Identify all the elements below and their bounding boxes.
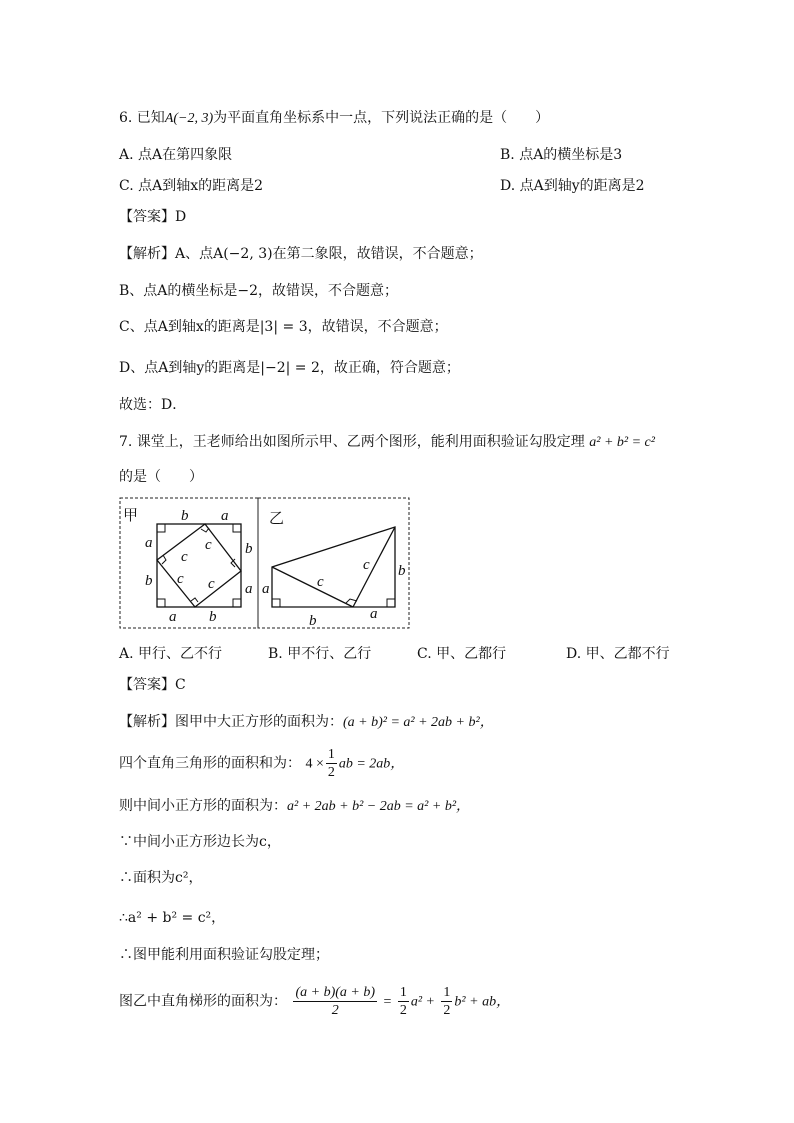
- jia-outer-square: [157, 524, 241, 607]
- q6-analysis-line-4: D、点A到轴y的距离是|−2| = 2，故正确，符合题意；: [119, 360, 460, 376]
- q7-fraction-numerator: 1: [327, 747, 335, 762]
- q6-stem-suffix: 为平面直角坐标系中一点，下列说法正确的是（ ）: [213, 110, 550, 126]
- q7-analysis-line-2: [119, 746, 404, 781]
- yi-bottom-a: a: [370, 606, 378, 622]
- jia-right-angle-marks: [157, 524, 241, 607]
- q7-analysis-text-1: 【解析】图甲中大正方形的面积为：: [119, 714, 343, 730]
- q6-option-a: A. 点A在第四象限: [119, 147, 233, 163]
- jia-inner-c-2: c: [181, 549, 188, 565]
- jia-right-b: b: [245, 541, 253, 557]
- q7-analysis-text-3: 则中间小正方形的面积为：: [119, 798, 287, 814]
- q6-analysis-line-3: C、点A到轴x的距离是|3| = 3，故错误，不合题意；: [119, 319, 448, 335]
- jia-bottom-a: a: [169, 609, 177, 625]
- q7-analysis-line-3: [119, 797, 470, 816]
- q6-option-c: C. 点A到轴x的距离是2: [119, 178, 264, 194]
- q7-half-fraction-2: [441, 984, 452, 1019]
- jia-inner-square: [157, 524, 241, 607]
- q6-analysis-conclusion: 故选：D．: [119, 397, 187, 413]
- jia-right-a: a: [245, 581, 253, 597]
- q7-half-fraction-1: [398, 984, 409, 1019]
- q7-analysis-text-2: 四个直角三角形的面积和为：: [119, 755, 301, 772]
- q7-trapezoid-denominator: 2: [331, 1003, 339, 1018]
- q7-trapezoid-area-fraction: [293, 984, 377, 1019]
- yi-c-1: c: [317, 574, 324, 590]
- jia-top-b: b: [181, 508, 189, 524]
- q6-analysis-line-2: B、点A的横坐标是−2，故错误，不合题意；: [119, 283, 399, 299]
- figure-yi-panel: [258, 498, 409, 629]
- q6-option-b: B. 点A的横坐标是3: [500, 147, 623, 163]
- jia-dashed-border: [120, 498, 258, 628]
- jia-bottom-b: b: [209, 609, 217, 625]
- q7-option-d: D. 甲、乙都不行: [566, 646, 670, 662]
- q7-half-1-numerator: 1: [399, 985, 407, 1000]
- q7-analysis-line-1: [119, 713, 494, 732]
- yi-right-b: b: [398, 563, 406, 579]
- q7-stem-line-1: [119, 433, 655, 452]
- yi-label: 乙: [269, 509, 285, 527]
- q7-answer: 【答案】C: [119, 677, 186, 693]
- yi-bottom-b: b: [309, 613, 317, 629]
- q6-analysis-line-1: 【解析】A、点A(−2, 3)在第二象限，故错误，不合题意；: [119, 246, 483, 262]
- q7-equals-sign: =: [383, 994, 392, 1010]
- q7-analysis-math-2-pre: 4 ×: [305, 756, 324, 772]
- jia-label: 甲: [123, 506, 139, 524]
- q7-analysis-text-8: 图乙中直角梯形的面积为：: [119, 993, 287, 1010]
- yi-left-a: a: [262, 581, 270, 597]
- q7-trapezoid-numerator: (a + b)(a + b): [295, 985, 375, 1000]
- q7-analysis-math-2-post: ab = 2ab，: [338, 756, 405, 772]
- jia-left-b: b: [145, 573, 153, 589]
- q7-term-b-squared: b² + ab，: [454, 994, 511, 1010]
- yi-trapezoid: [272, 527, 395, 607]
- q7-analysis-fraction-half: [326, 746, 337, 781]
- jia-inner-c-1: c: [205, 537, 212, 553]
- q7-option-a: A. 甲行、乙不行: [119, 646, 223, 662]
- q7-option-b: B. 甲不行、乙行: [268, 646, 372, 662]
- q6-answer: 【答案】D: [119, 209, 187, 225]
- q7-half-2-numerator: 1: [443, 985, 451, 1000]
- q7-half-1-denominator: 2: [399, 1003, 407, 1018]
- jia-left-a: a: [145, 535, 153, 551]
- q7-analysis-line-8: [119, 984, 510, 1019]
- q6-stem: [119, 109, 549, 128]
- q7-analysis-math-1: (a + b)² = a² + 2ab + b²，: [343, 715, 494, 730]
- q6-point: A(−2, 3): [164, 111, 214, 126]
- q7-stem-line-2: 的是（ ）: [119, 469, 203, 485]
- jia-inner-c-4: c: [208, 576, 215, 592]
- q7-half-2-denominator: 2: [443, 1003, 451, 1018]
- q7-term-a-squared: a² +: [410, 994, 435, 1010]
- q7-stem-text: 7. 课堂上，王老师给出如图所示甲、乙两个图形，能利用面积验证勾股定理: [119, 434, 585, 450]
- q6-option-d: D. 点A到轴y的距离是2: [500, 178, 645, 194]
- q7-option-c: C. 甲、乙都行: [417, 646, 507, 662]
- q7-analysis-line-7: ∴图甲能利用面积验证勾股定理；: [119, 947, 329, 963]
- yi-segment-c-1: [272, 567, 353, 607]
- yi-c-2: c: [363, 557, 370, 573]
- jia-top-a: a: [221, 508, 229, 524]
- q7-analysis-line-4: ∵中间小正方形边长为c，: [119, 834, 281, 850]
- q7-figure: [119, 497, 411, 629]
- q7-fraction-denominator: 2: [327, 765, 335, 780]
- jia-inner-c-3: c: [177, 571, 184, 587]
- q7-stem-formula: a² + b² = c²: [589, 435, 655, 450]
- q7-analysis-math-3: a² + 2ab + b² − 2ab = a² + b²，: [287, 799, 471, 814]
- q7-analysis-line-6: ∴a² + b² = c²，: [119, 910, 226, 926]
- q6-stem-prefix: 6. 已知: [119, 110, 165, 126]
- q7-analysis-line-5: ∴面积为c²，: [119, 870, 203, 886]
- figure-jia-panel: [120, 498, 258, 628]
